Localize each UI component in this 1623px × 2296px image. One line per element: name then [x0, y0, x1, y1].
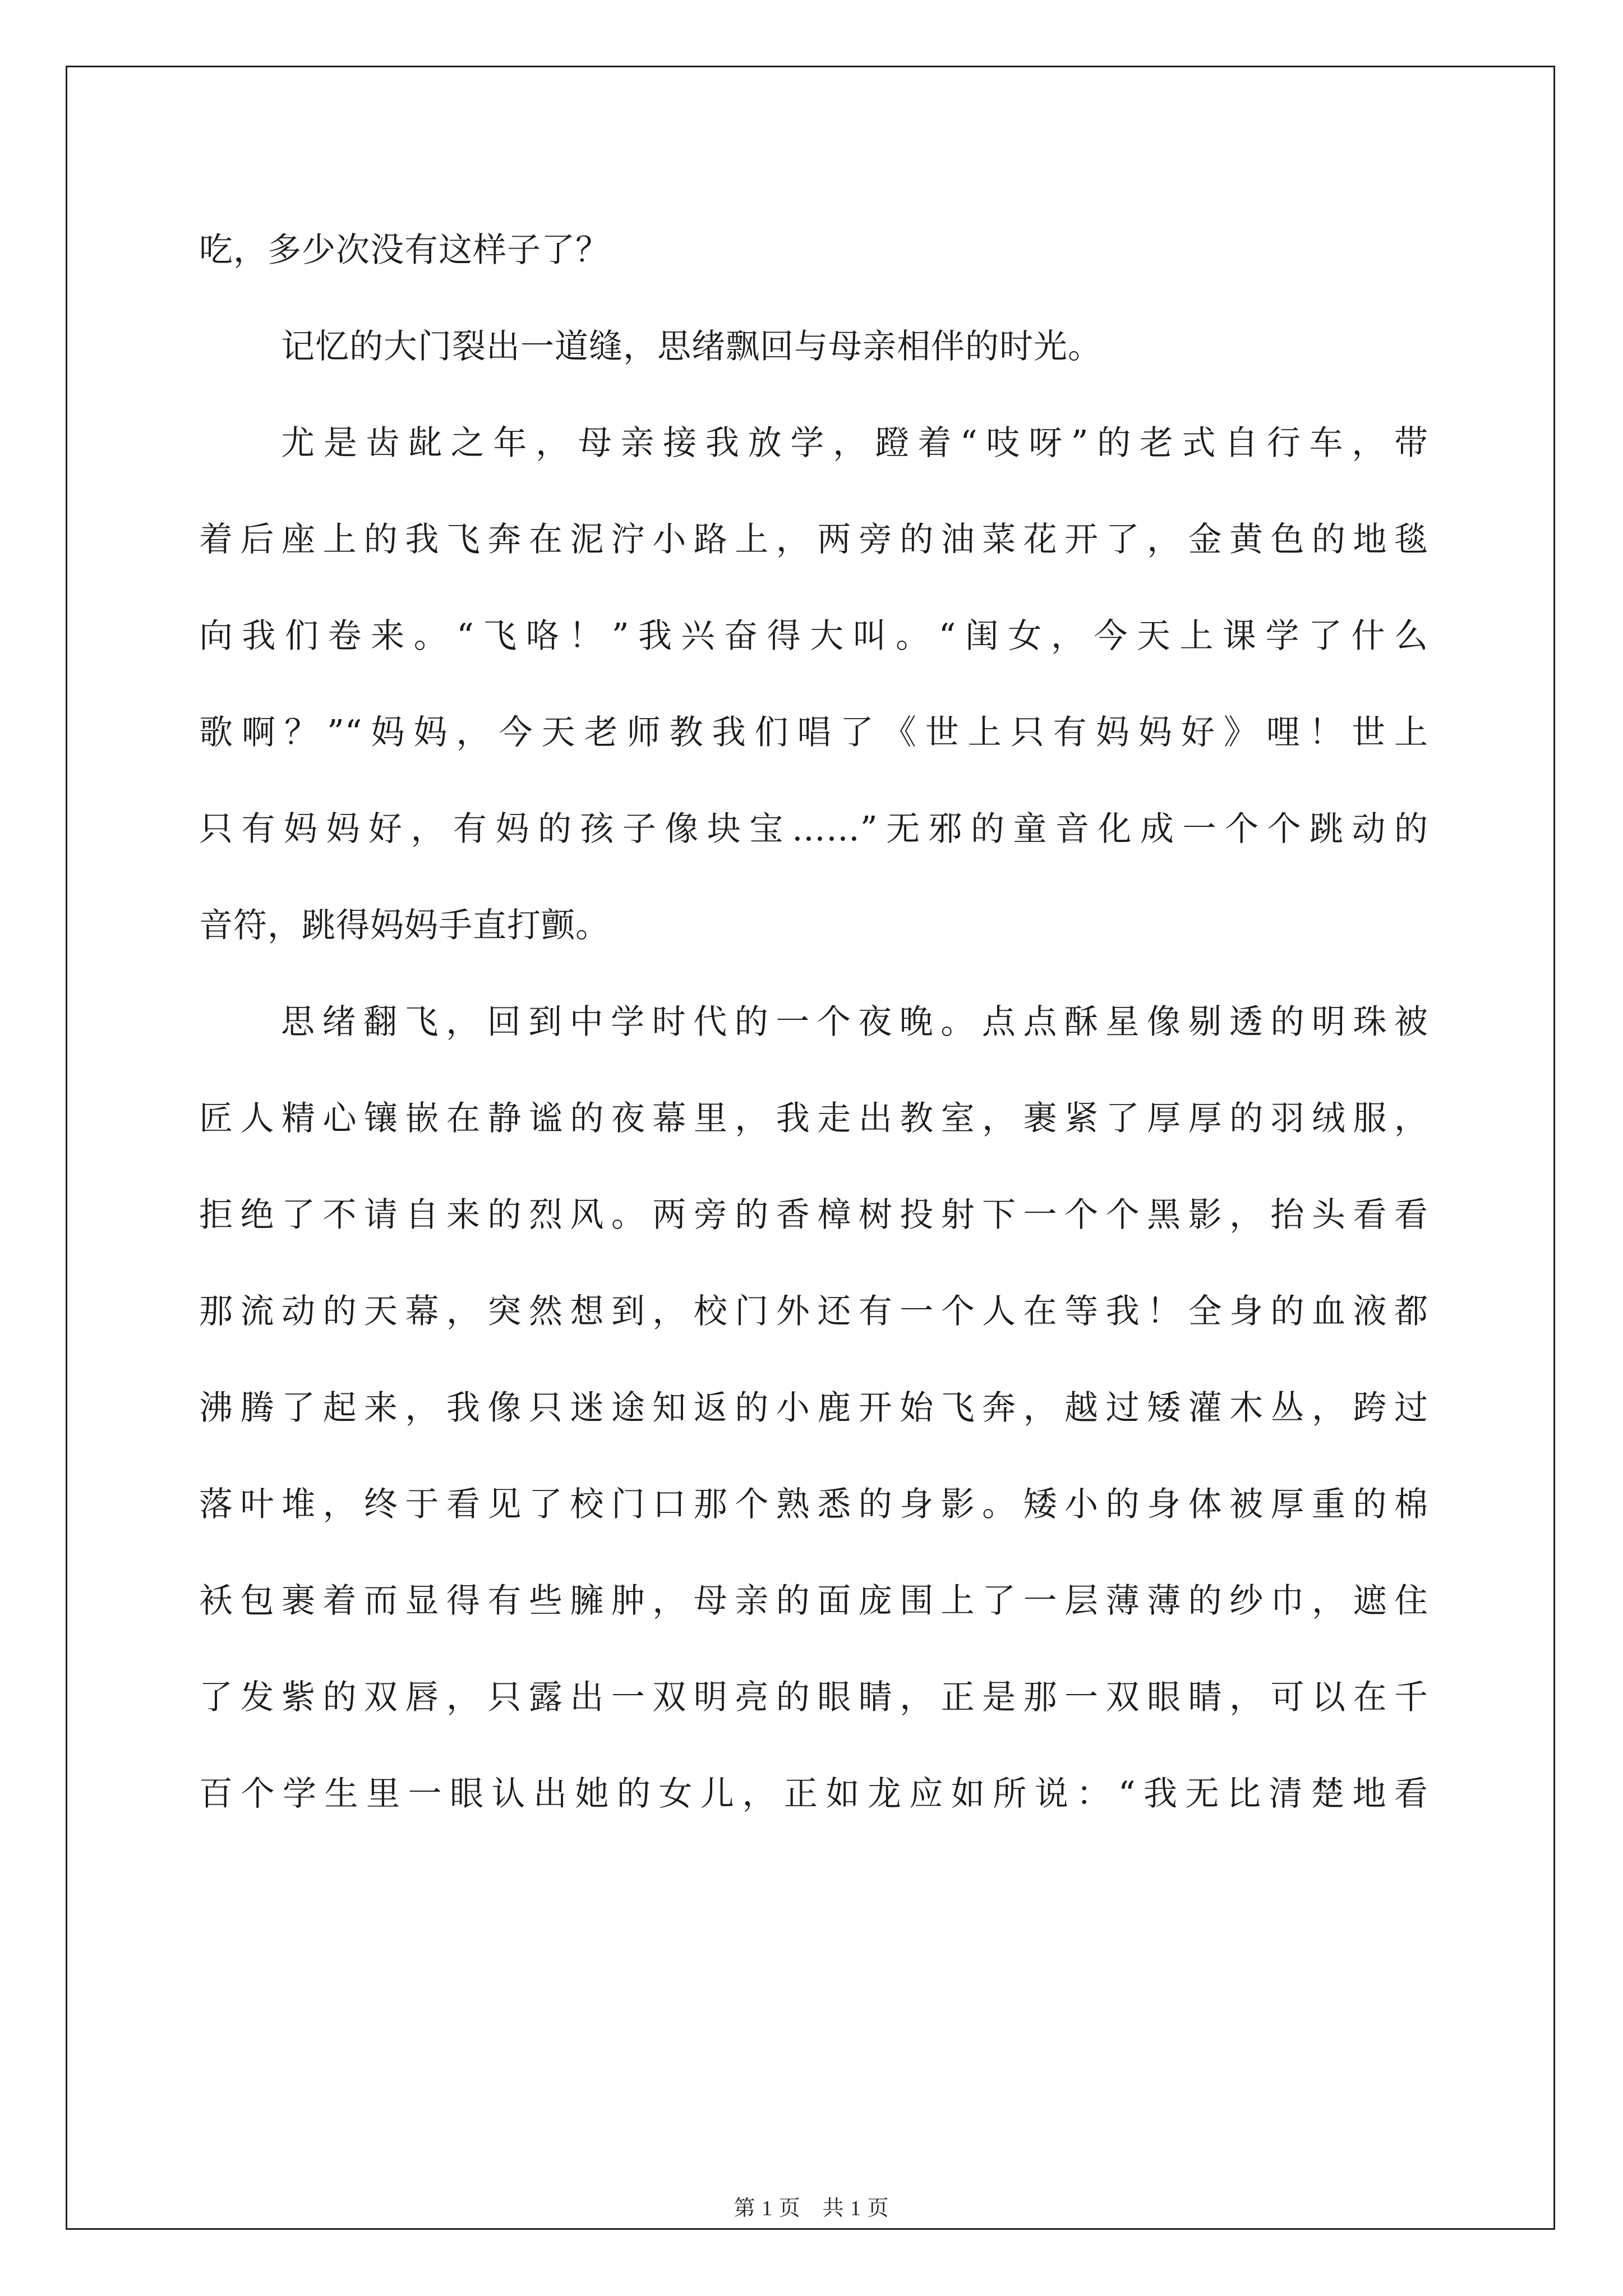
- text-line: 了发紫的双唇，只露出一双明亮的眼睛，正是那一双眼睛，可以在千: [199, 1678, 1428, 1717]
- text-line: 那流动的天幕，突然想到，校门外还有一个人在等我！全身的血液都: [199, 1292, 1428, 1331]
- text-line: 音符，跳得妈妈手直打颤。: [199, 906, 610, 945]
- text-line: 思绪翻飞，回到中学时代的一个夜晚。点点酥星像剔透的明珠被: [281, 1002, 1428, 1042]
- text-line: 只有妈妈好，有妈的孩子像块宝……”无邪的童音化成一个个跳动的: [199, 809, 1428, 849]
- text-line: 沸腾了起来，我像只迷途知返的小鹿开始飞奔，越过矮灌木丛，跨过: [199, 1388, 1428, 1428]
- text-line: 百个学生里一眼认出她的女儿，正如龙应如所说：“我无比清楚地看: [199, 1774, 1428, 1814]
- document-body: [199, 202, 1428, 1842]
- page-footer: 第 1 页 共 1 页: [734, 2197, 889, 2220]
- text-line: 向我们卷来。“飞咯！”我兴奋得大叫。“闺女，今天上课学了什么: [199, 616, 1428, 656]
- text-line: 歌啊？”“妈妈，今天老师教我们唱了《世上只有妈妈好》哩！世上: [199, 713, 1428, 752]
- text-line: 着后座上的我飞奔在泥泞小路上，两旁的油菜花开了，金黄色的地毯: [199, 520, 1428, 559]
- text-line: 落叶堆，终于看见了校门口那个熟悉的身影。矮小的身体被厚重的棉: [199, 1485, 1428, 1524]
- text-line: 记忆的大门裂出一道缝，思绪飘回与母亲相伴的时光。: [281, 327, 1102, 366]
- text-line: 袄包裹着而显得有些臃肿，母亲的面庞围上了一层薄薄的纱巾，遮住: [199, 1581, 1428, 1621]
- text-line: 尤是齿龀之年，母亲接我放学，蹬着“吱呀”的老式自行车，带: [281, 424, 1428, 463]
- text-line: 匠人精心镶嵌在静谧的夜幕里，我走出教室，裹紧了厚厚的羽绒服，: [199, 1099, 1428, 1138]
- text-line: 吃，多少次没有这样子了？: [199, 231, 610, 270]
- text-line: 拒绝了不请自来的烈风。两旁的香樟树投射下一个个黑影，抬头看看: [199, 1195, 1428, 1235]
